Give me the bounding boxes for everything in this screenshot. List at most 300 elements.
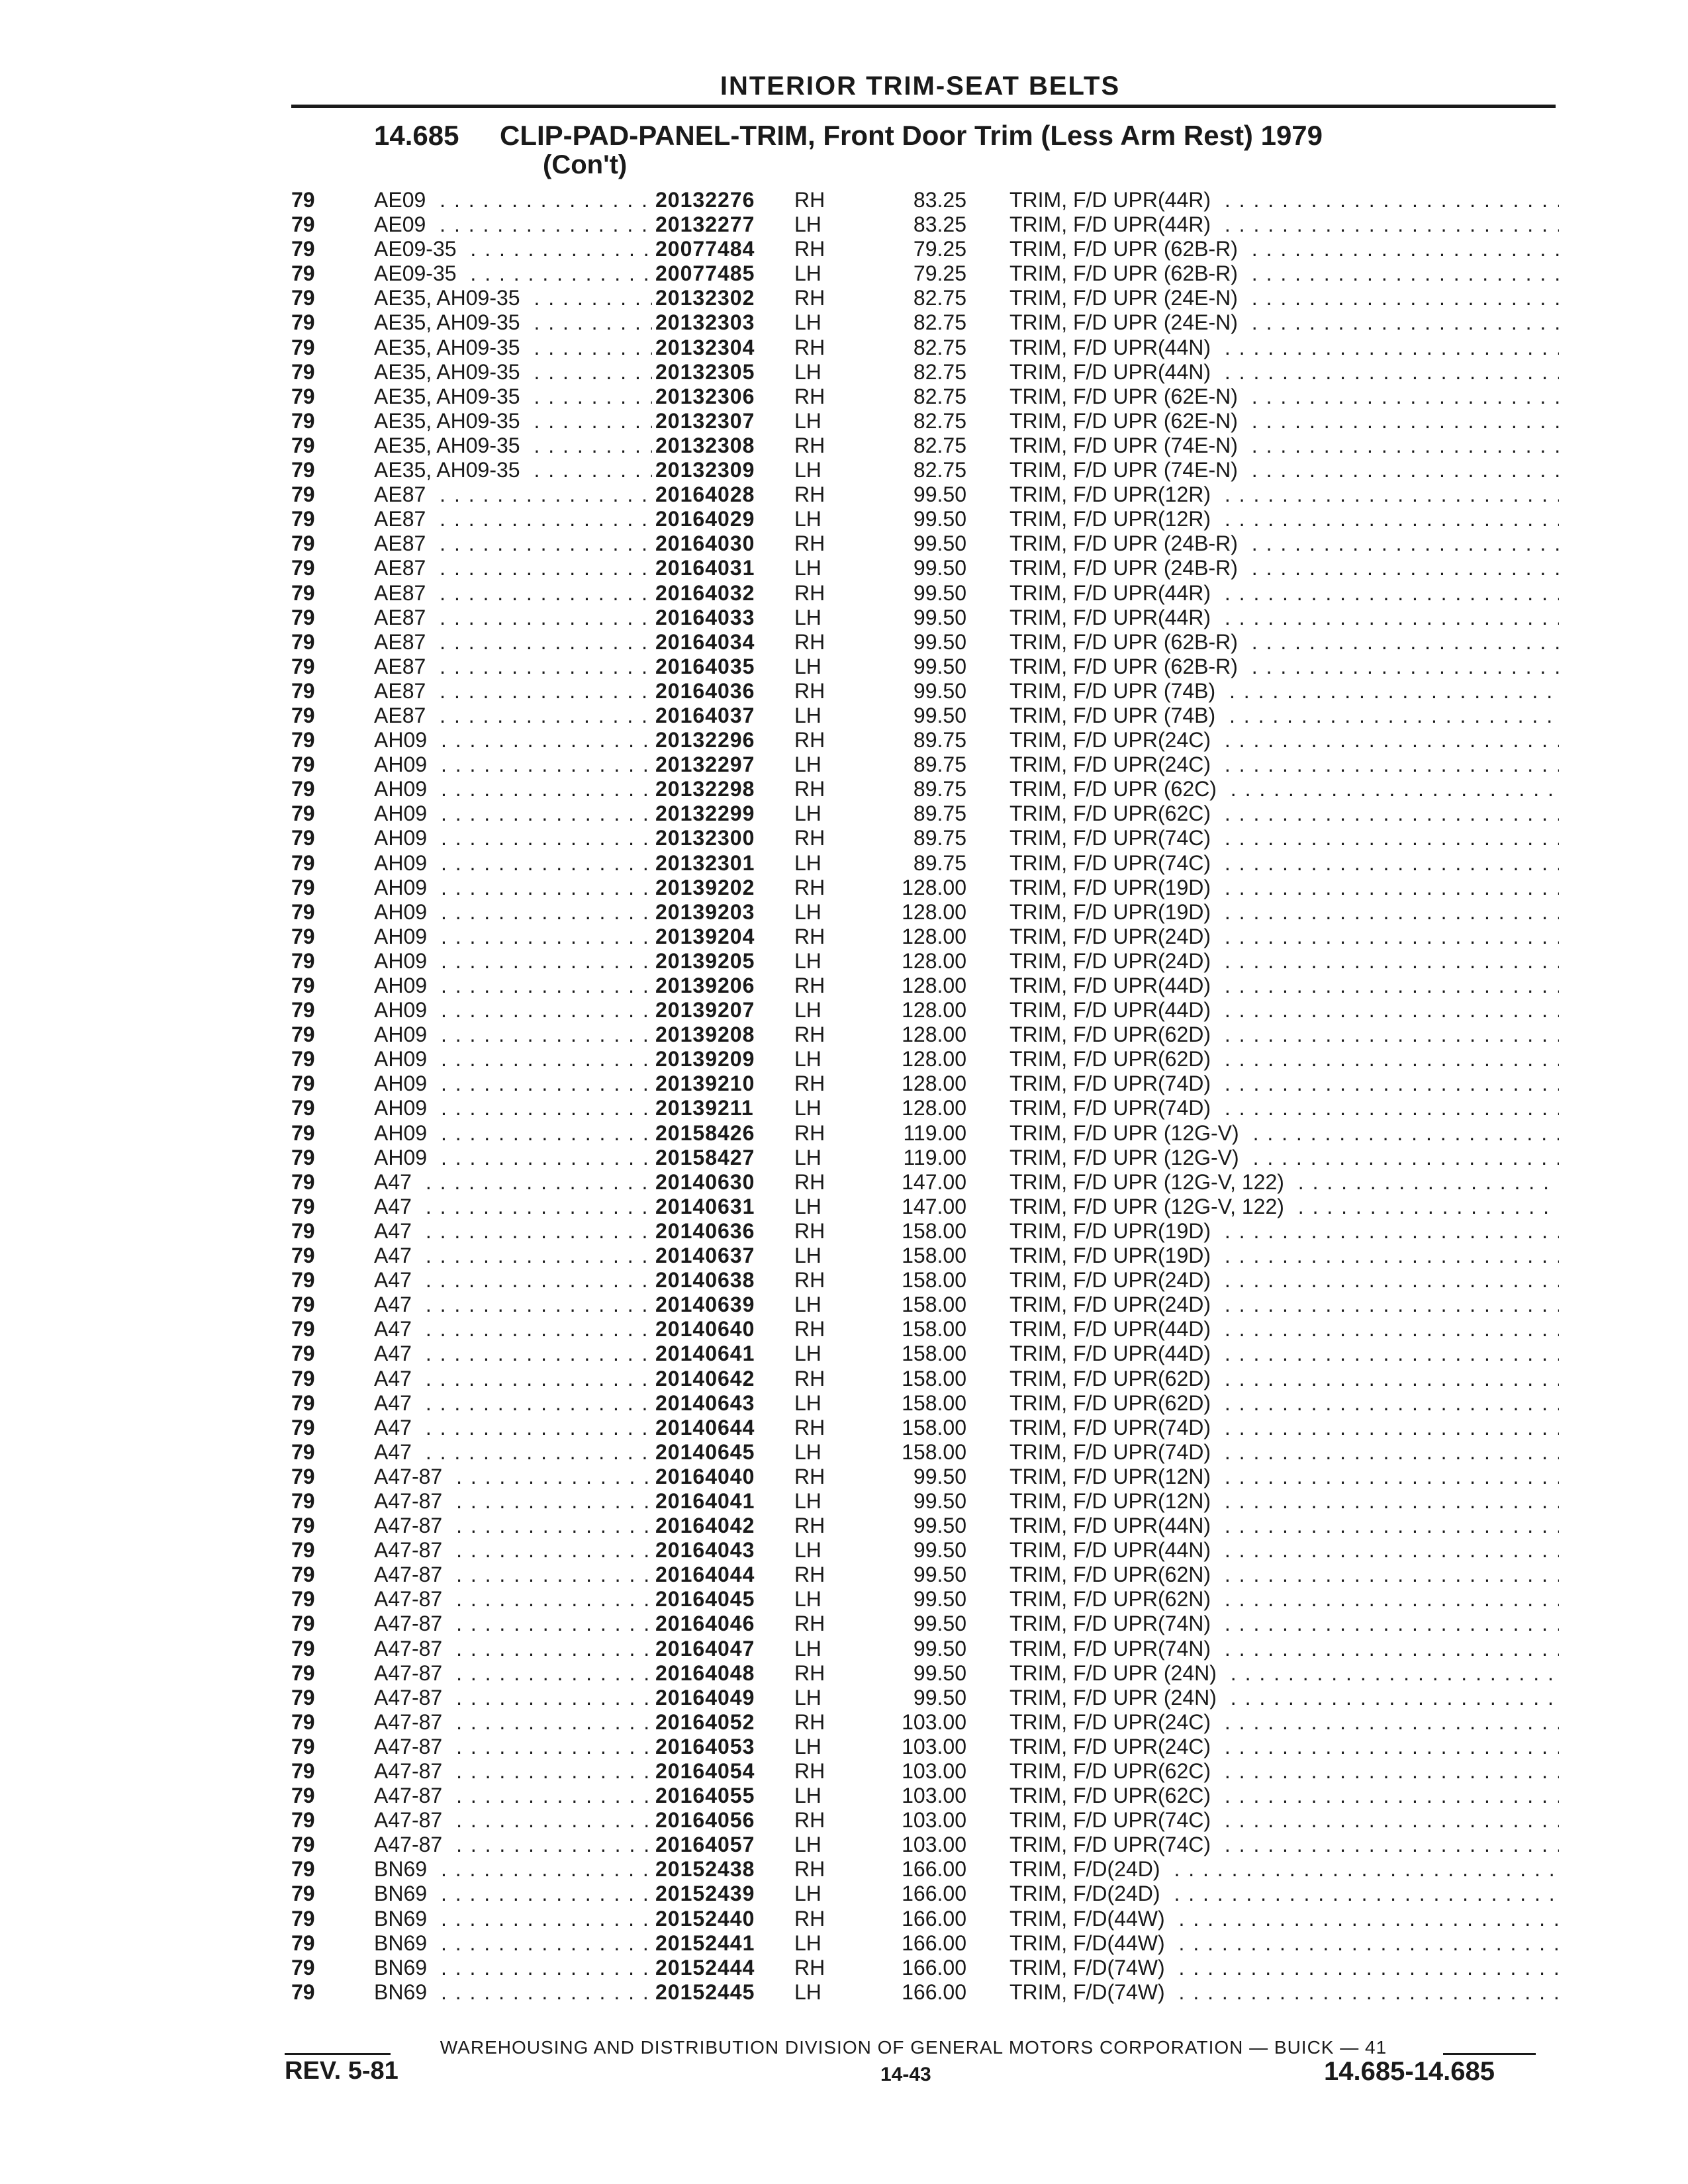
side-cell: RH (794, 580, 825, 605)
table-row (291, 482, 1549, 507)
section-number: 14.685 (374, 120, 459, 151)
year-cell: 79 (291, 556, 315, 580)
table-row (291, 1489, 1549, 1514)
description-text: TRIM, F/D UPR (62B-R) (1009, 654, 1238, 678)
table-row (291, 1146, 1549, 1170)
year-cell: 79 (291, 974, 315, 997)
side-cell: LH (794, 359, 821, 384)
description-cell (1009, 385, 1559, 409)
price-cell: 158.00 (902, 1268, 966, 1293)
part-number-cell: 20140640 (655, 1317, 755, 1342)
year-cell: 79 (291, 1366, 315, 1390)
table-row (291, 1857, 1549, 1882)
table-row (291, 310, 1549, 335)
description-text: TRIM, F/D UPR(24C) (1009, 1734, 1211, 1758)
revision-label: REV. 5-81 (285, 2057, 399, 2085)
side-cell: RH (794, 1661, 825, 1685)
parts-table (291, 188, 1549, 2005)
description-text: TRIM, F/D UPR(74C) (1009, 850, 1211, 875)
description-text: TRIM, F/D UPR(24C) (1009, 1709, 1211, 1734)
model-text: A47-87 (374, 1833, 449, 1856)
side-cell: LH (794, 1931, 821, 1955)
model-text: AH09 (374, 777, 434, 801)
price-cell: 158.00 (902, 1244, 966, 1268)
year-cell: 79 (291, 1023, 315, 1047)
table-row (291, 1759, 1549, 1784)
year-cell: 79 (291, 1342, 315, 1366)
section-range: 14.685-14.685 (1324, 2057, 1495, 2086)
description-text: TRIM, F/D UPR(74C) (1009, 1808, 1211, 1833)
table-row (291, 1637, 1549, 1661)
year-cell: 79 (291, 1759, 315, 1783)
price-cell: 166.00 (902, 1857, 966, 1882)
side-cell: LH (794, 654, 821, 678)
description-cell (1009, 310, 1559, 335)
side-cell: RH (794, 384, 825, 408)
year-cell: 79 (291, 1931, 315, 1955)
section-continued: (Con't) (543, 150, 628, 179)
side-cell: RH (794, 678, 825, 703)
year-cell: 79 (291, 458, 315, 482)
description-text: TRIM, F/D UPR(44D) (1009, 974, 1211, 997)
model-text: AE09 (374, 212, 432, 236)
model-cell (374, 1784, 652, 1808)
description-cell (1009, 606, 1559, 630)
model-cell (374, 1759, 652, 1784)
year-cell: 79 (291, 1857, 315, 1882)
model-text: A47 (374, 1391, 418, 1415)
price-cell: 128.00 (902, 1071, 966, 1096)
description-text: TRIM, F/D UPR(44D) (1009, 998, 1211, 1023)
part-number-cell: 20164057 (655, 1833, 755, 1857)
table-row (291, 1956, 1549, 1980)
description-text: TRIM, F/D(74W) (1009, 1979, 1165, 2004)
model-text: A47-87 (374, 1710, 449, 1734)
side-cell: LH (794, 703, 821, 727)
year-cell: 79 (291, 1145, 315, 1169)
side-cell: RH (794, 1563, 825, 1587)
table-row (291, 630, 1549, 655)
description-text: TRIM, F/D UPR(44D) (1009, 1342, 1211, 1366)
description-text: TRIM, F/D UPR (62B-R) (1009, 261, 1238, 286)
model-text: AE87 (374, 531, 432, 555)
price-cell: 128.00 (902, 875, 966, 899)
footer-rule-right (1443, 2053, 1536, 2055)
year-cell: 79 (291, 678, 315, 703)
price-cell: 128.00 (902, 1047, 966, 1071)
table-row (291, 581, 1549, 606)
model-text: AH09 (374, 998, 434, 1022)
year-cell: 79 (291, 998, 315, 1023)
description-text: TRIM, F/D(44W) (1009, 1931, 1165, 1955)
table-row (291, 900, 1549, 925)
description-cell (1009, 851, 1559, 876)
model-cell (374, 1440, 652, 1465)
year-cell: 79 (291, 335, 315, 359)
part-number-cell: 20164030 (655, 531, 755, 556)
description-cell (1009, 261, 1559, 286)
description-text: TRIM, F/D UPR(44R) (1009, 212, 1211, 237)
page-number: 14-43 (880, 2064, 931, 2085)
table-row (291, 1784, 1549, 1808)
description-cell (1009, 507, 1559, 531)
model-text: A47 (374, 1195, 418, 1218)
table-row (291, 777, 1549, 801)
part-number-cell: 20152445 (655, 1979, 755, 2004)
table-row (291, 188, 1549, 212)
part-number-cell: 20139208 (655, 1023, 755, 1047)
part-number-cell: 20132304 (655, 335, 755, 359)
model-text: AE87 (374, 630, 432, 654)
table-row (291, 1268, 1549, 1293)
model-cell (374, 1195, 652, 1219)
part-number-cell: 20132307 (655, 408, 755, 433)
description-cell (1009, 1293, 1559, 1317)
table-row (291, 433, 1549, 458)
price-cell: 79.25 (913, 237, 966, 261)
year-cell: 79 (291, 1488, 315, 1513)
side-cell: RH (794, 974, 825, 997)
price-cell: 158.00 (902, 1415, 966, 1439)
table-row (291, 1465, 1549, 1489)
part-number-cell: 20140641 (655, 1342, 755, 1366)
price-cell: 128.00 (902, 998, 966, 1023)
table-row (291, 1023, 1549, 1047)
model-text: AH09 (374, 1023, 434, 1046)
side-cell: LH (794, 212, 821, 237)
price-cell: 99.50 (913, 507, 966, 531)
side-cell: RH (794, 1955, 825, 1979)
table-row (291, 974, 1549, 998)
side-cell: LH (794, 948, 821, 973)
year-cell: 79 (291, 1439, 315, 1464)
description-text: TRIM, F/D UPR (74B) (1009, 678, 1216, 703)
model-cell (374, 1931, 652, 1956)
part-number-cell: 20140645 (655, 1439, 755, 1464)
table-row (291, 925, 1549, 949)
table-row (291, 801, 1549, 826)
model-cell (374, 1514, 652, 1538)
description-cell (1009, 1367, 1559, 1391)
year-cell: 79 (291, 1071, 315, 1096)
price-cell: 82.75 (913, 359, 966, 384)
model-cell (374, 1710, 652, 1735)
description-cell (1009, 1710, 1559, 1735)
price-cell: 99.50 (913, 1538, 966, 1563)
side-cell: RH (794, 1612, 825, 1636)
part-number-cell: 20132296 (655, 728, 755, 752)
part-number-cell: 20140636 (655, 1218, 755, 1243)
description-text: TRIM, F/D UPR(19D) (1009, 1218, 1211, 1243)
table-row (291, 1710, 1549, 1735)
model-text: A47-87 (374, 1465, 449, 1488)
side-cell: RH (794, 286, 825, 310)
model-text: AE35, AH09-35 (374, 385, 527, 408)
table-row (291, 1195, 1549, 1219)
side-cell: RH (794, 335, 825, 359)
price-cell: 103.00 (902, 1784, 966, 1808)
description-cell (1009, 998, 1559, 1023)
model-cell (374, 851, 652, 876)
side-cell: LH (794, 850, 821, 875)
description-text: TRIM, F/D UPR (24B-R) (1009, 531, 1238, 556)
year-cell: 79 (291, 384, 315, 408)
price-cell: 166.00 (902, 1882, 966, 1906)
side-cell: LH (794, 899, 821, 924)
part-number-cell: 20140639 (655, 1293, 755, 1317)
model-text: AE87 (374, 679, 432, 703)
description-text: TRIM, F/D UPR (62B-R) (1009, 629, 1238, 654)
year-cell: 79 (291, 507, 315, 531)
description-cell (1009, 1023, 1559, 1047)
description-cell (1009, 1195, 1559, 1219)
side-cell: RH (794, 728, 825, 752)
model-cell (374, 1637, 652, 1661)
description-text: TRIM, F/D UPR (74E-N) (1009, 458, 1238, 482)
year-cell: 79 (291, 826, 315, 850)
price-cell: 166.00 (902, 1931, 966, 1955)
year-cell: 79 (291, 188, 315, 212)
model-cell (374, 1096, 652, 1120)
table-row (291, 1882, 1549, 1906)
model-cell (374, 1121, 652, 1146)
table-row (291, 1367, 1549, 1391)
table-row (291, 507, 1549, 531)
description-cell (1009, 1146, 1559, 1170)
part-number-cell: 20152444 (655, 1955, 755, 1979)
price-cell: 99.50 (913, 678, 966, 703)
part-number-cell: 20132306 (655, 384, 755, 408)
year-cell: 79 (291, 212, 315, 237)
side-cell: LH (794, 1734, 821, 1758)
description-text: TRIM, F/D UPR(74D) (1009, 1071, 1211, 1096)
model-text: A47-87 (374, 1538, 449, 1562)
model-text: A47-87 (374, 1759, 449, 1783)
description-text: TRIM, F/D UPR(74D) (1009, 1415, 1211, 1439)
part-number-cell: 20164031 (655, 556, 755, 580)
table-row (291, 1907, 1549, 1931)
description-cell (1009, 1587, 1559, 1612)
part-number-cell: 20139207 (655, 998, 755, 1023)
year-cell: 79 (291, 1293, 315, 1317)
side-cell: LH (794, 408, 821, 433)
price-cell: 103.00 (902, 1734, 966, 1758)
description-text: TRIM, F/D(44W) (1009, 1906, 1165, 1931)
description-cell (1009, 1538, 1559, 1563)
side-cell: LH (794, 261, 821, 286)
year-cell: 79 (291, 261, 315, 286)
year-cell: 79 (291, 899, 315, 924)
description-text: TRIM, F/D UPR (62E-N) (1009, 408, 1238, 433)
model-text: AE35, AH09-35 (374, 336, 527, 359)
description-text: TRIM, F/D UPR(12N) (1009, 1464, 1211, 1488)
description-cell (1009, 801, 1559, 826)
part-number-cell: 20164034 (655, 629, 755, 654)
side-cell: LH (794, 556, 821, 580)
price-cell: 83.25 (913, 212, 966, 237)
description-cell (1009, 360, 1559, 385)
description-cell (1009, 1047, 1559, 1071)
part-number-cell: 20132309 (655, 458, 755, 482)
model-cell (374, 606, 652, 630)
description-text: TRIM, F/D UPR(74N) (1009, 1636, 1211, 1661)
table-row (291, 261, 1549, 286)
table-row (291, 606, 1549, 630)
model-text: AH09 (374, 1047, 434, 1071)
part-number-cell: 20158427 (655, 1145, 755, 1169)
description-text: TRIM, F/D(24D) (1009, 1857, 1160, 1882)
side-cell: RH (794, 1120, 825, 1145)
part-number-cell: 20140642 (655, 1366, 755, 1390)
part-number-cell: 20140630 (655, 1169, 755, 1194)
price-cell: 82.75 (913, 310, 966, 335)
table-row (291, 1931, 1549, 1956)
price-cell: 158.00 (902, 1390, 966, 1415)
model-text: AE87 (374, 507, 432, 531)
description-text: TRIM, F/D UPR (24N) (1009, 1661, 1217, 1685)
table-row (291, 1416, 1549, 1440)
side-cell: LH (794, 1833, 821, 1857)
model-text: BN69 (374, 1956, 434, 1979)
model-cell (374, 336, 652, 360)
year-cell: 79 (291, 1047, 315, 1071)
model-cell (374, 1587, 652, 1612)
part-number-cell: 20164055 (655, 1784, 755, 1808)
price-cell: 83.25 (913, 188, 966, 212)
model-cell (374, 1907, 652, 1931)
part-number-cell: 20164046 (655, 1612, 755, 1636)
year-cell: 79 (291, 1268, 315, 1293)
part-number-cell: 20164054 (655, 1759, 755, 1783)
price-cell: 166.00 (902, 1906, 966, 1931)
description-text: TRIM, F/D UPR(12R) (1009, 507, 1211, 531)
description-text: TRIM, F/D UPR(24C) (1009, 728, 1211, 752)
model-cell (374, 925, 652, 949)
side-cell: RH (794, 1464, 825, 1488)
year-cell: 79 (291, 1390, 315, 1415)
side-cell: RH (794, 188, 825, 212)
model-cell (374, 1219, 652, 1244)
model-cell (374, 974, 652, 998)
year-cell: 79 (291, 1833, 315, 1857)
year-cell: 79 (291, 1709, 315, 1734)
year-cell: 79 (291, 1120, 315, 1145)
description-cell (1009, 1096, 1559, 1120)
description-cell (1009, 1268, 1559, 1293)
description-cell (1009, 212, 1559, 237)
model-cell (374, 777, 652, 801)
model-text: AE35, AH09-35 (374, 409, 527, 433)
description-cell (1009, 1735, 1559, 1759)
model-text: BN69 (374, 1907, 434, 1931)
description-cell (1009, 458, 1559, 482)
description-text: TRIM, F/D UPR(19D) (1009, 875, 1211, 899)
part-number-cell: 20140637 (655, 1244, 755, 1268)
price-cell: 99.50 (913, 654, 966, 678)
side-cell: LH (794, 1979, 821, 2004)
model-text: AE09-35 (374, 261, 463, 285)
description-cell (1009, 581, 1559, 606)
part-number-cell: 20164041 (655, 1488, 755, 1513)
price-cell: 99.50 (913, 556, 966, 580)
model-cell (374, 826, 652, 850)
model-cell (374, 409, 652, 433)
model-cell (374, 1808, 652, 1833)
year-cell: 79 (291, 1808, 315, 1833)
model-cell (374, 1047, 652, 1071)
model-text: AE35, AH09-35 (374, 360, 527, 384)
table-row (291, 1121, 1549, 1146)
part-number-cell: 20164052 (655, 1709, 755, 1734)
part-number-cell: 20164044 (655, 1563, 755, 1587)
model-text: AH09 (374, 826, 434, 850)
table-row (291, 237, 1549, 261)
price-cell: 128.00 (902, 948, 966, 973)
model-text: AH09 (374, 949, 434, 973)
price-cell: 82.75 (913, 384, 966, 408)
description-cell (1009, 1612, 1559, 1636)
side-cell: LH (794, 1439, 821, 1464)
model-text: AH09 (374, 1121, 434, 1145)
description-cell (1009, 1170, 1559, 1195)
table-row (291, 1980, 1549, 2005)
side-cell: RH (794, 924, 825, 948)
price-cell: 158.00 (902, 1439, 966, 1464)
description-cell (1009, 925, 1559, 949)
year-cell: 79 (291, 1317, 315, 1342)
table-row (291, 1833, 1549, 1857)
price-cell: 89.75 (913, 728, 966, 752)
model-text: A47-87 (374, 1808, 449, 1832)
description-text: TRIM, F/D UPR (62E-N) (1009, 384, 1238, 408)
description-cell (1009, 1833, 1559, 1857)
table-row (291, 1317, 1549, 1342)
part-number-cell: 20140643 (655, 1390, 755, 1415)
part-number-cell: 20132299 (655, 801, 755, 826)
description-cell (1009, 336, 1559, 360)
part-number-cell: 20164033 (655, 605, 755, 629)
price-cell: 82.75 (913, 286, 966, 310)
year-cell: 79 (291, 850, 315, 875)
table-row (291, 1293, 1549, 1317)
part-number-cell: 20139202 (655, 875, 755, 899)
description-text: TRIM, F/D UPR(12N) (1009, 1488, 1211, 1513)
description-text: TRIM, F/D UPR (62C) (1009, 777, 1217, 801)
description-text: TRIM, F/D UPR (24E-N) (1009, 286, 1238, 310)
description-cell (1009, 433, 1559, 458)
description-text: TRIM, F/D UPR(74D) (1009, 1096, 1211, 1120)
description-text: TRIM, F/D UPR(74C) (1009, 1833, 1211, 1857)
side-cell: RH (794, 433, 825, 457)
model-text: A47-87 (374, 1514, 449, 1537)
part-number-cell: 20132300 (655, 826, 755, 850)
description-text: TRIM, F/D UPR(44R) (1009, 580, 1211, 605)
table-row (291, 1686, 1549, 1710)
table-row (291, 360, 1549, 385)
description-cell (1009, 286, 1559, 310)
part-number-cell: 20164029 (655, 507, 755, 531)
model-text: A47-87 (374, 1489, 449, 1513)
part-number-cell: 20164035 (655, 654, 755, 678)
description-cell (1009, 679, 1559, 704)
price-cell: 89.75 (913, 752, 966, 777)
description-cell (1009, 1317, 1559, 1342)
model-cell (374, 507, 652, 531)
price-cell: 103.00 (902, 1759, 966, 1783)
table-row (291, 1047, 1549, 1071)
model-text: AH09 (374, 1071, 434, 1095)
model-cell (374, 1661, 652, 1686)
